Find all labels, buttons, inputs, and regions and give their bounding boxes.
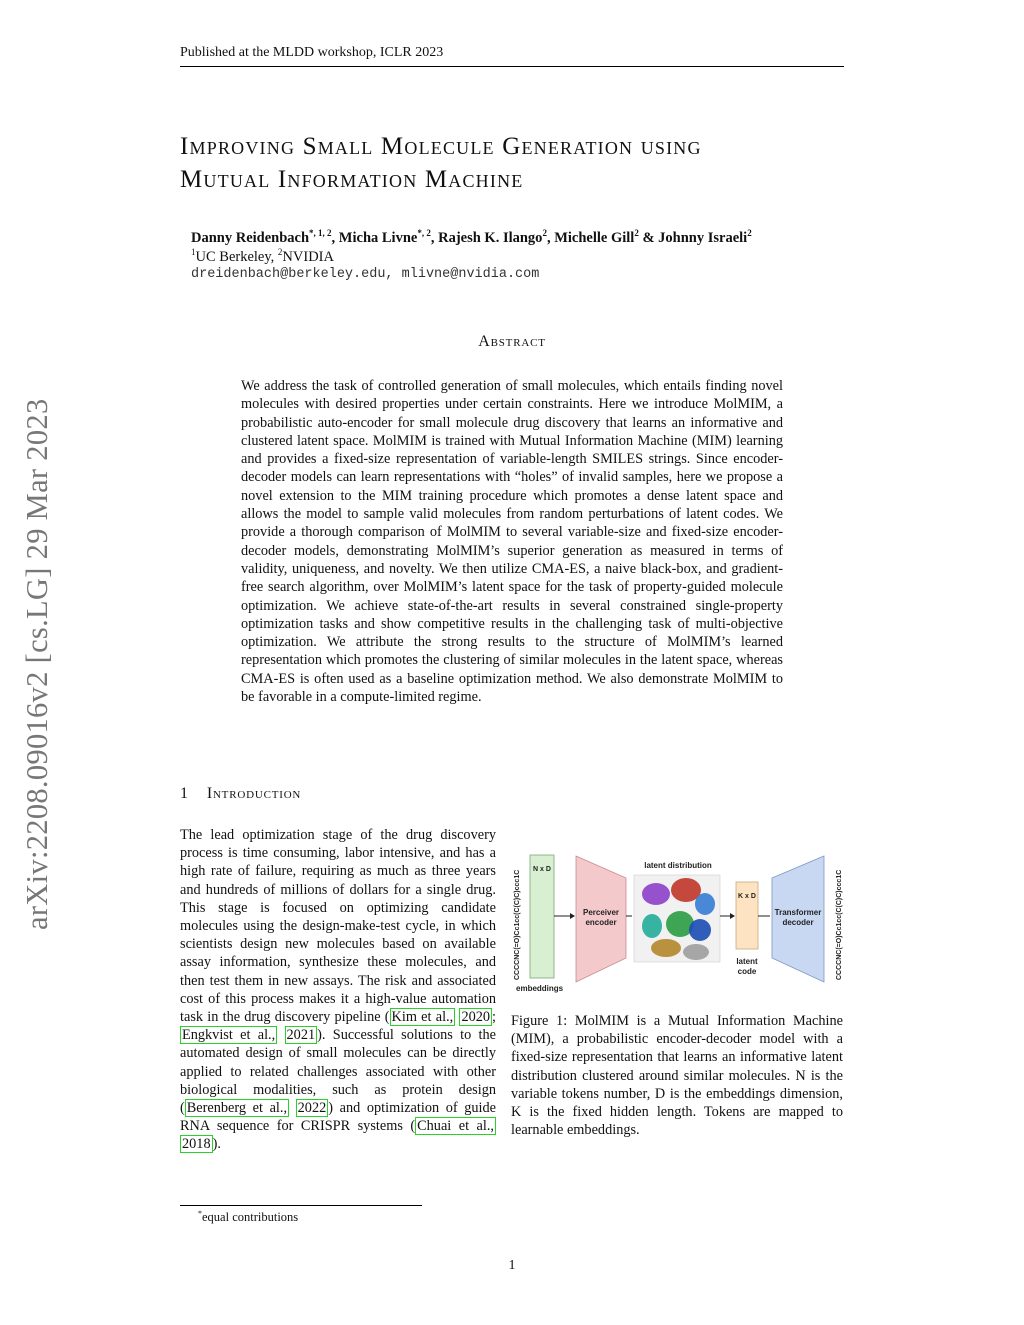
latent-cluster-blob (689, 919, 711, 941)
embeddings-block (530, 855, 554, 978)
affil-name: NVIDIA (282, 248, 334, 265)
author-list: Danny Reidenbach$^{*, 1, 2}$, Micha Livne$^{*, 2}$, Rajesh K. Ilango$^2$, Michelle Gill$^2$ & Johnny Israeli$^2$ (191, 228, 752, 246)
author-sup: 2 (747, 228, 752, 238)
affil-name: UC Berkeley (195, 248, 271, 265)
nxd-label: N x D (533, 866, 551, 873)
author-name: Danny Reidenbach (191, 229, 310, 246)
latent-cluster-blob (642, 914, 662, 938)
figure-caption: Figure 1: MolMIM is a Mutual Information Machine (MIM), a probabilistic encoder-decoder model with a fixed-size representation that learns an informative latent distribution clustered around similar molecules. N is the variable tokens number, D is the embeddings dimension, K is the fixed hidden length. Tokens are mapped to learnable embeddings. (511, 1013, 843, 1139)
footnote-text: equal contributions (202, 1210, 299, 1225)
footnote-mark: * (198, 1209, 202, 1218)
affil-sup: 2 (277, 247, 283, 257)
citation-year-link[interactable]: 2020 (461, 1009, 491, 1026)
introduction-paragraph (180, 826, 496, 1154)
footnote (198, 1209, 298, 1225)
author-name: Micha Livne (338, 229, 418, 246)
title-line-1: Improving Small Molecule Generation using (180, 133, 702, 160)
latent-cluster-blob (683, 944, 709, 960)
latent-code-label-2: code (737, 967, 757, 976)
arrowhead (570, 913, 575, 919)
decoder-label-2: decoder (782, 918, 814, 927)
kxd-label: K x D (738, 893, 756, 900)
intro-text: ; (492, 1009, 497, 1026)
affil-sup: 1 (191, 247, 196, 257)
latent-cluster-blob (695, 893, 715, 915)
author-sup: *, 2 (417, 228, 431, 238)
intro-text: ). (212, 1136, 221, 1153)
section-title: Introduction (206, 785, 302, 802)
citation-year-link[interactable]: 2018 (182, 1136, 211, 1153)
encoder-label-1: Perceiver (582, 908, 620, 917)
citation-link[interactable]: Kim et al., (391, 1009, 454, 1026)
section-heading (180, 785, 301, 803)
header-rule (180, 66, 844, 67)
citation-year-link[interactable]: 2021 (286, 1027, 316, 1044)
author-sup: *, 1, 2 (309, 228, 332, 238)
footnote-rule (180, 1205, 422, 1206)
abstract-body: We address the task of controlled generation of small molecules, which entails finding novel molecules with desired properties under certain constraints. Here we introduce MolMIM, a probabilistic auto-encoder for small molecule drug discovery that learns an informative and clustered latent space. MolMIM is trained with Mutual Information Machine (MIM) learning and provides a fixed-size representation of variable-length SMILES strings. Since encoder-decoder models can learn representations with “holes” of invalid samples, here we propose a novel extension to the MIM training procedure which promotes a dense latent space and allows the model to sample valid molecules from random perturbations of latent codes. We provide a thorough comparison of MolMIM to several variable-size and fixed-size encoder-decoder models, demonstrating MolMIM’s superior generation as measured in terms of validity, uniqueness, and novelty. We then utilize CMA-ES, a naive black-box, and gradient-free search algorithm, over MolMIM’s latent space for the task of property-guided molecule optimization. We achieve state-of-the-art results in several constrained single-property optimization tasks and show competitive results in the challenging task of multi-objective optimization. We attribute the strong results to the structure of MolMIM’s learned representation which promotes the clustering of similar molecules in the latent space, whereas CMA-ES is often used as a baseline optimization method. We also demonstrate MolMIM to be favorable in a compute-limited regime. (241, 378, 783, 706)
output-smiles: CCCCNC(=O)Cc1cc(C(C)C)ccc1C (836, 869, 843, 980)
intro-text: The lead optimization stage of the drug discovery process is time consuming, labor intensive, and has a high rate of failure, requiring as much as three years and hundreds of millions of dollars for a single drug. This stage is focused on optimizing candidate molecules using the design-make-test cycle, in which scientists design new molecules based on available assay information, synthesize these molecules, and then test them in new assays. The risk and associated cost of this process makes it a high-value automation task in the drug discovery pipeline ( (180, 827, 496, 1026)
citation-year-link[interactable]: 2022 (297, 1100, 327, 1117)
arxiv-identifier: arXiv:2208.09016v2 [cs.LG] 29 Mar 2023 (20, 398, 54, 930)
decoder-label-1: Transformer (774, 908, 822, 917)
author-name: Rajesh K. Ilango (438, 229, 543, 246)
latent-cluster-blob (651, 939, 681, 957)
input-smiles: CCCCNC(=O)Cc1cc(C(C)C)ccc1C (514, 869, 521, 980)
affiliations: $^1$UC Berkeley, $^2$NVIDIA (191, 247, 334, 265)
citation-link[interactable]: Engkvist et al., (182, 1027, 276, 1044)
intro-text: ). Successful solutions to the automated design of small molecules can be directly applied to related challenges associated with other biological modalities, such as protein design ( (180, 1027, 496, 1117)
author-sup: 2 (634, 228, 639, 238)
author-emails: dreidenbach@berkeley.edu, mlivne@nvidia.com (191, 267, 540, 282)
title-line-2: Mutual Information Machine (180, 166, 524, 193)
latent-distribution-label: latent distribution (644, 861, 712, 870)
embeddings-label: embeddings (516, 984, 564, 993)
encoder-label-2: encoder (585, 918, 617, 927)
section-number: 1 (180, 785, 189, 802)
latent-cluster-blob (642, 883, 670, 905)
molmim-architecture-figure (508, 848, 844, 998)
running-header: Published at the MLDD workshop, ICLR 2023 (180, 45, 444, 60)
paper-title (180, 130, 860, 196)
author-name: Michelle Gill (554, 229, 635, 246)
author-name: Johnny Israeli (658, 229, 748, 246)
intro-text: ) and optimization of guide RNA sequence for CRISPR systems ( (180, 1100, 497, 1135)
author-sup: 2 (542, 228, 547, 238)
page-number: 1 (508, 1258, 516, 1273)
citation-link[interactable]: Berenberg et al., (186, 1100, 288, 1117)
arrowhead (730, 913, 735, 919)
latent-code-label-1: latent (736, 957, 758, 966)
abstract-heading: Abstract (478, 333, 546, 350)
citation-link[interactable]: Chuai et al., (417, 1118, 494, 1135)
